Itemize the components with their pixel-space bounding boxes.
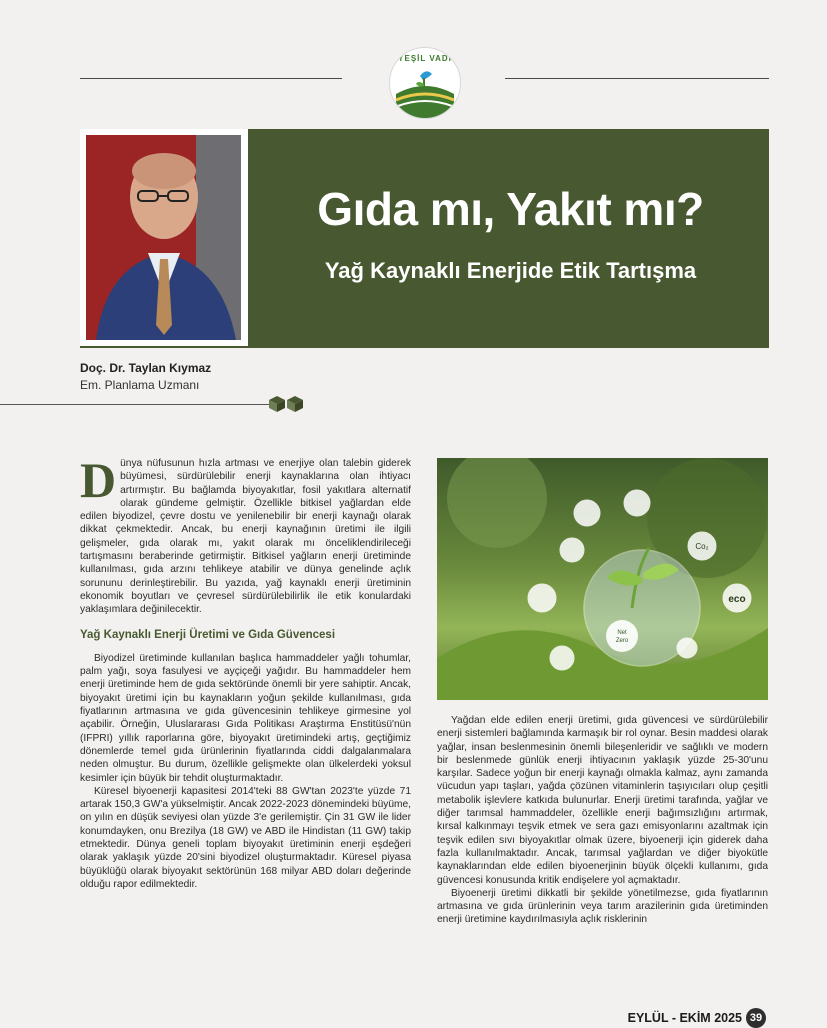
- article-subtitle: Yağ Kaynaklı Enerjide Etik Tartışma: [324, 258, 697, 283]
- intro-paragraph: [80, 452, 411, 617]
- article-title: Gıda mı, Yakıt mı?: [317, 183, 704, 235]
- body-paragraph: Yağdan elde edilen enerji üretimi, gıda güvencesi ve sürdürülebilir enerji sistemleri bağlamında karmaşık bir rol oynar. Besin maddesi olarak yağlar, insan beslenmesinin önemli bileşenleridir ve sağlıklı ve modern bir beslenmede günlük enerji ihtiyacının yaklaşık yüzde 25-30'unu karşılar. Sadece yoğun bir enerji kaynağı olmakla kalmaz, aynı zamanda vücudun yapı taşları, yağda çözünen vitaminlerin taşıyıcıları olup çeşitli metabolik işlevlere katkıda bulunurlar. Enerji üretimi tarafında, yağlar ve diğer tarımsal hammaddeler, özellikle enerji bağımsızlığını artırmak, kırsal kalkınmayı teşvik etmek ve sera gazı emisyonlarını azaltmak için teşvik edilen sıvı biyoyakıtlar olmak üzere, biyoenerji için giderek daha fazla kullanılmaktadır. Ancak, tarımsal yağlardan ve diğer biyokütle kaynaklarından elde edilen biyoenerjinin büyük ölçekli kullanımı, gıda güvencesi konusunda kritik endişelere yol açmaktadır.: [437, 715, 768, 886]
- author-name: Doç. Dr. Taylan Kıymaz: [80, 361, 212, 375]
- right-column: [437, 714, 768, 927]
- author-photo: [86, 135, 241, 340]
- logo-text: YEŞİL VADİ: [398, 54, 452, 63]
- header-rule-left: [80, 78, 342, 79]
- co2-label: Co₂: [695, 542, 709, 551]
- left-column: [80, 452, 411, 891]
- body-paragraph: Biyoenerji üretimi dikkatli bir şekilde yönetilmezse, gıda fiyatlarının artmasına ve gıda ürünlerinin veya tarım arazilerinin gıda üretiminden enerji üretimine kaydırılmasıyla açlık risklerinin: [437, 887, 768, 926]
- drop-cap: D: [80, 452, 117, 508]
- cube-ornament-icon: [267, 396, 305, 414]
- portrait-icon: [86, 135, 241, 340]
- money-icon: [528, 584, 556, 612]
- svg-text:Zero: Zero: [615, 638, 629, 644]
- yesil-vadi-logo: [389, 47, 461, 119]
- issue-date: EYLÜL - EKİM 2025: [627, 1011, 742, 1025]
- factory-icon: [560, 538, 584, 562]
- eco-energy-illustration: [437, 458, 768, 700]
- energy-nature-image: [437, 458, 768, 700]
- globe-leaf-bird-icon: [390, 48, 460, 118]
- battery-icon: [677, 638, 697, 658]
- author-separator: [0, 404, 270, 405]
- net-zero-label: Net: [617, 630, 627, 636]
- body-paragraph: Biyodizel üretiminde kullanılan başlıca hammaddeler yağlı tohumlar, palm yağı, soya fasulyesi ve ayçiçeği yağıdır. Bu hammaddeler hem enerji üretiminde hem de gıda sektöründe önemli bir yere sahiptir. Ancak, biyoyakıt üretimi için bu kaynakların yoğun şekilde kullanılması, gıda fiyatlarının artmasına ve gıda güvencesinin tehlikeye girmesine yol açabilir. Örneğin, Uluslararası Gıda Politikası Araştırma Enstitüsü'nün (IFPRI) yıllık raporlarına göre, biyoyakıt üretimindeki artış, geçtiğimiz dönemlerde temel gıda ürünlerinin fiyatlarında ciddi dalgalanmalara neden olmuştur. Bu durum, özellikle gelişmekte olan ülkelerdeki yoksul kesimler için büyük bir tehdit oluşturmaktadır.: [80, 652, 411, 784]
- header-rule-right: [505, 78, 769, 79]
- section-heading: Yağ Kaynaklı Enerji Üretimi ve Gıda Güvencesi: [80, 628, 336, 641]
- body-paragraph: Küresel biyoenerji kapasitesi 2014'teki 88 GW'tan 2023'te yüzde 71 artarak 150,3 GW'a yükselmiştir. Ancak 2022-2023 dönemindeki büyüme, on yılın en düşük seviyesi olan yüzde 3'e gerilemiştir. Çin 31 GW ile lider konumdayken, onu Brezilya (18 GW) ve ABD ile Hindistan (11 GW) takip etmektedir. Dünya geneli toplam biyoyakıt üretiminin enerji eşdeğeri olarak yaklaşık yüzde 20'sini biyodizel oluşturmaktadır. Küresel piyasa büyüklüğü olarak biyoyakıt sektörünün 168 milyar ABD doları değerinde olduğu rapor edilmektedir.: [80, 785, 411, 890]
- intro-text: ünya nüfusunun hızla artması ve enerjiye olan talebin giderek büyümesi, sürdürülebilir enerji kaynaklarına olan ihtiyacı artırmıştır. Bu bağlamda biyoyakıtlar, fosil yakıtlara alternatif olarak gündeme gelmiştir. Özellikle bitkisel yağlardan elde edilen biyodizel, çevre dostu ve yenilenebilir bir enerji kaynağı olarak dikkat çekmektedir. Ancak, bu enerji kaynağının üretimi ile ilgili gelişmeler, gıda olarak mı, yakıt olarak mı önceliklendirileceği tartışmasını beraberinde getirmiştir. Bitkisel yağların enerji üretiminde kullanılması, gıda arzını tehlikeye atabilir ve dünya genelinde açlık sorununu derinleştirebilir. Bu yazıda, yağ kaynaklı enerji üretiminin ekonomik boyutları ve çevresel sürdürülebilirlik ile etik konulardaki yaklaşımlara değinilecektir.: [80, 458, 411, 616]
- recycle-icon: [624, 490, 650, 516]
- globe-icon: [574, 500, 600, 526]
- eco-label: eco: [728, 594, 746, 605]
- page-number: 39: [746, 1008, 766, 1028]
- author-role: Em. Planlama Uzmanı: [80, 378, 200, 392]
- author-photo-frame: [80, 129, 248, 346]
- water-drop-icon: [550, 646, 574, 670]
